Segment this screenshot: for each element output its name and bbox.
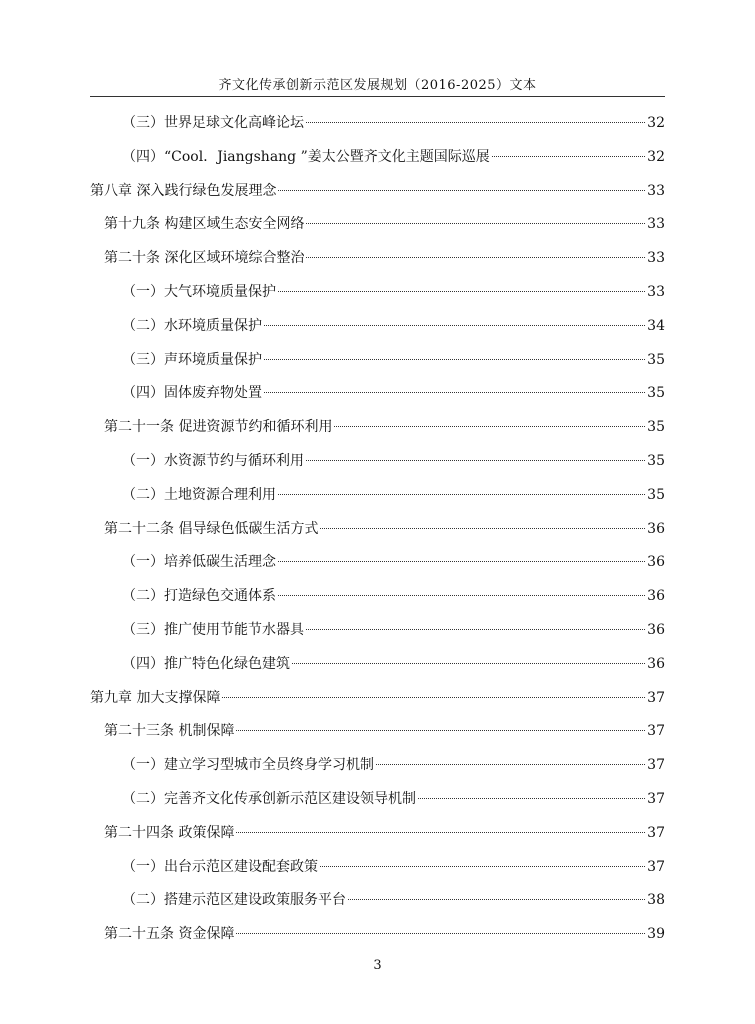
toc-entry-title: （四）推广特色化绿色建筑 [122,655,290,672]
toc-entry-page: 37 [647,858,665,875]
toc-entry-title: 第二十三条 机制保障 [104,723,235,740]
toc-entry-page: 36 [647,655,665,672]
running-header: 齐文化传承创新示范区发展规划（2016-2025）文本 [218,78,537,93]
dot-leader [292,663,645,664]
toc-entry-page: 36 [647,554,665,571]
toc-entry-title: （一）水资源节约与循环利用 [122,452,304,469]
toc-entry[interactable] [90,585,665,619]
dot-leader [278,494,645,495]
toc-entry-page: 36 [647,588,665,605]
toc-entry-page: 37 [647,790,665,807]
toc-entry[interactable] [90,889,665,923]
toc-entry-title: （三）推广使用节能节水器具 [122,621,304,638]
toc-entry-title: （二）完善齐文化传承创新示范区建设领导机制 [122,790,416,807]
toc-entry[interactable] [90,923,665,957]
toc-entry-page: 34 [647,317,665,334]
dot-leader [320,528,645,529]
dot-leader [492,156,645,157]
toc-entry-title: （二）搭建示范区建设政策服务平台 [122,892,346,909]
table-of-contents [90,112,665,957]
toc-entry-title: （一）大气环境质量保护 [122,283,276,300]
toc-entry[interactable] [90,349,665,383]
toc-entry-title: （一）建立学习型城市全员终身学习机制 [122,757,374,774]
toc-entry-page: 35 [647,486,665,503]
dot-leader [278,595,645,596]
toc-entry[interactable] [90,281,665,315]
dot-leader [306,460,645,461]
toc-entry-page: 35 [647,419,665,436]
toc-entry-page: 33 [647,216,665,233]
toc-entry-title: （二）土地资源合理利用 [122,486,276,503]
toc-entry-title: （三）声环境质量保护 [122,351,262,368]
toc-entry-page: 35 [647,452,665,469]
toc-entry[interactable] [90,484,665,518]
toc-entry-title: （一）出台示范区建设配套政策 [122,858,318,875]
toc-entry[interactable] [90,822,665,856]
toc-entry-title: （二）水环境质量保护 [122,317,262,334]
dot-leader [264,392,645,393]
toc-entry-page: 35 [647,351,665,368]
dot-leader [264,325,645,326]
toc-entry-title: 第二十二条 倡导绿色低碳生活方式 [104,520,319,537]
toc-entry-page: 37 [647,723,665,740]
toc-entry-title: 第二十五条 资金保障 [104,926,235,943]
dot-leader [264,359,645,360]
toc-entry-page: 33 [647,250,665,267]
toc-entry-title: （一）培养低碳生活理念 [122,554,276,571]
dot-leader [236,832,645,833]
toc-entry-title: 第二十条 深化区域环境综合整治 [104,250,305,267]
dot-leader [334,426,645,427]
toc-entry[interactable] [90,450,665,484]
toc-entry[interactable] [90,619,665,653]
dot-leader [376,764,645,765]
dot-leader [418,798,645,799]
toc-entry-page: 33 [647,283,665,300]
toc-entry-page: 35 [647,385,665,402]
toc-entry[interactable] [90,518,665,552]
toc-entry-page: 37 [647,689,665,706]
toc-entry[interactable] [90,247,665,281]
dot-leader [306,257,645,258]
toc-entry[interactable] [90,551,665,585]
page-number: 3 [373,958,382,973]
toc-entry-page: 32 [647,115,665,131]
dot-leader [236,730,645,731]
toc-entry[interactable] [90,382,665,416]
toc-entry-page: 33 [647,182,665,199]
dot-leader [320,866,645,867]
toc-entry[interactable] [90,687,665,721]
dot-leader [306,122,645,123]
toc-entry[interactable] [90,754,665,788]
toc-entry[interactable] [90,146,665,180]
toc-entry[interactable] [90,720,665,754]
toc-entry-title: 第二十四条 政策保障 [104,824,235,841]
toc-entry[interactable] [90,213,665,247]
dot-leader [306,629,645,630]
toc-entry[interactable] [90,180,665,214]
toc-entry-title: 第九章 加大支撑保障 [90,689,221,706]
toc-entry-page: 32 [647,148,665,165]
toc-entry[interactable] [90,788,665,822]
toc-entry-title: （三）世界足球文化高峰论坛 [122,115,304,131]
toc-entry[interactable] [90,416,665,450]
dot-leader [348,899,645,900]
toc-entry-page: 38 [647,892,665,909]
toc-entry-title: 第二十一条 促进资源节约和循环利用 [104,419,333,436]
toc-entry-page: 37 [647,824,665,841]
dot-leader [278,190,645,191]
dot-leader [222,697,645,698]
toc-entry-page: 36 [647,621,665,638]
header-rule [90,96,665,97]
toc-entry-page: 37 [647,757,665,774]
toc-entry-page: 36 [647,520,665,537]
dot-leader [236,933,645,934]
toc-entry[interactable] [90,856,665,890]
toc-entry-page: 39 [647,926,665,943]
dot-leader [278,561,645,562]
toc-entry[interactable] [90,653,665,687]
toc-entry-title: 第十九条 构建区域生态安全网络 [104,216,305,233]
toc-entry[interactable] [90,315,665,349]
toc-entry-title: （四）“Cool．Jiangshang ”姜太公暨齐文化主题国际巡展 [122,148,490,165]
dot-leader [278,291,645,292]
toc-entry-title: （四）固体废弃物处置 [122,385,262,402]
toc-entry[interactable] [90,112,665,146]
toc-entry-title: （二）打造绿色交通体系 [122,588,276,605]
dot-leader [306,223,645,224]
toc-entry-title: 第八章 深入践行绿色发展理念 [90,182,277,199]
